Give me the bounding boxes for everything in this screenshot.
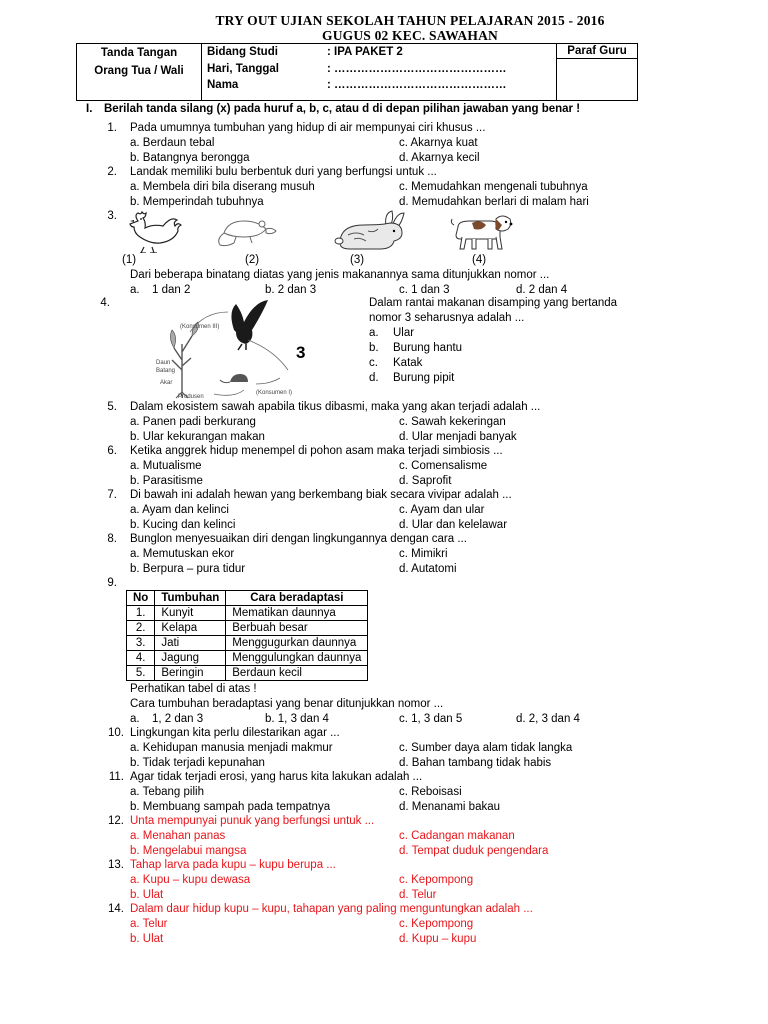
option-c[interactable]: Katak <box>393 357 423 369</box>
option-c[interactable]: c. Sumber daya alam tidak langka <box>399 741 573 754</box>
konsumen1-label: (Konsumen I) <box>256 390 293 396</box>
exam-subtitle: GUGUS 02 KEC. SAWAHAN <box>322 28 498 43</box>
question-text-line1: Dalam rantai makanan disamping yang bertanda <box>369 297 618 309</box>
question-8: 8. Bunglon menyesuaikan diri dengan lingkungannya dengan cara ... a. Memutuskan ekor c. Mimikri b. Berpura – pura tidur d. Autatomi <box>107 533 467 575</box>
option-b[interactable]: b. Batangnya berongga <box>130 151 250 164</box>
option-a[interactable]: a. Kehidupan manusia menjadi makmur <box>130 741 333 754</box>
option-d[interactable]: d. Ular menjadi banyak <box>399 430 517 443</box>
question-4: 4. (Konsumen III) Daun Batang Akar Produsen (Konsumen I) 3 Dalam rantai makanan disamping yang bertanda nomor 3 seharusnya adalah ... a. Ular b. Burung hantu c. Katak d. Burung pipit <box>100 297 618 400</box>
animal-label-3: (3) <box>350 254 365 266</box>
option-a-letter[interactable]: a. <box>130 284 140 296</box>
option-c[interactable]: c. Kepompong <box>399 917 474 930</box>
animal-label-1: (1) <box>122 254 137 266</box>
option-b[interactable]: b. 1, 3 dan 4 <box>265 712 329 725</box>
option-b[interactable]: Burung hantu <box>393 342 463 354</box>
option-a[interactable]: 1, 2 dan 3 <box>152 712 204 725</box>
option-a[interactable]: a. Panen padi berkurang <box>130 415 256 428</box>
food-chain-diagram <box>130 300 320 400</box>
option-b[interactable]: b. Mengelabui mangsa <box>130 844 247 857</box>
option-d[interactable]: d. Bahan tambang tidak habis <box>399 756 552 769</box>
question-text: Ketika anggrek hidup menempel di pohon asam maka terjadi simbiosis ... <box>130 445 503 457</box>
akar-label: Akar <box>160 380 173 386</box>
section-instruction <box>86 103 580 115</box>
option-c[interactable]: c. Comensalisme <box>399 459 488 472</box>
option-c[interactable]: c. Akarnya kuat <box>399 136 478 149</box>
question-7: 7. Di bawah ini adalah hewan yang berkembang biak secara vivipar adalah ... a. Ayam dan kelinci c. Ayam dan ular b. Kucing dan kelinci d. Ular dan kelelawar <box>107 489 512 531</box>
table-row: 2. Kelapa Berbuah besar <box>127 621 368 636</box>
question-text: Lingkungan kita perlu dilestarikan agar ... <box>130 727 340 739</box>
option-b-letter[interactable]: b. <box>369 342 379 354</box>
option-d[interactable]: Burung pipit <box>393 372 455 384</box>
option-b[interactable]: b. Ulat <box>130 888 164 901</box>
subject-row: Bidang Studi : IPA PAKET 2 <box>202 44 556 61</box>
table-row: 5. Beringin Berdaun kecil <box>127 666 368 681</box>
option-b[interactable]: b. Parasitisme <box>130 474 203 487</box>
date-row: Hari, Tanggal : ……………………………………… <box>202 61 556 78</box>
option-d[interactable]: d. 2, 3 dan 4 <box>516 712 580 725</box>
name-field[interactable]: : ……………………………………… <box>327 79 507 91</box>
option-b[interactable]: b. Membuang sampah pada tempatnya <box>130 800 331 813</box>
question-1: 1. Pada umumnya tumbuhan yang hidup di air mempunyai ciri khusus ... a. Berdaun tebal c. Akarnya kuat b. Batangnya berongga d. Akarnya kecil <box>107 122 486 164</box>
option-b[interactable]: b. Berpura – pura tidur <box>130 562 246 575</box>
question-9: 9. <box>107 577 117 589</box>
question-9-text <box>0 682 768 727</box>
option-d-letter[interactable]: d. <box>369 372 379 384</box>
question-text: Unta mempunyai punuk yang berfungsi untuk ... <box>130 815 375 827</box>
option-a[interactable]: a. Berdaun tebal <box>130 136 215 149</box>
rooster-image <box>120 211 182 253</box>
instruction-text: Berilah tanda silang (x) pada huruf a, b, c, atau d di depan pilihan jawaban yang benar ! <box>104 103 581 115</box>
section-number: I. <box>86 103 93 115</box>
col-header-no: No <box>127 591 155 606</box>
rat-image <box>216 213 282 249</box>
animal-label-4: (4) <box>472 254 487 266</box>
option-c[interactable]: c. Cadangan makanan <box>399 829 515 842</box>
question-text: Pada umumnya tumbuhan yang hidup di air mempunyai ciri khusus ... <box>130 122 486 134</box>
option-d[interactable]: d. 2 dan 4 <box>516 284 568 296</box>
option-a[interactable]: a. Memutuskan ekor <box>130 547 235 560</box>
question-text-line2: nomor 3 seharusnya adalah ... <box>369 312 525 324</box>
option-a[interactable]: a. Membela diri bila diserang musuh <box>130 180 315 193</box>
option-b[interactable]: b. Kucing dan kelinci <box>130 518 236 531</box>
question-text: Dalam ekosistem sawah apabila tikus dibasmi, maka yang akan terjadi adalah ... <box>130 401 541 413</box>
table-row: 3. Jati Menggugurkan daunnya <box>127 636 368 651</box>
exam-title: TRY OUT UJIAN SEKOLAH TAHUN PELAJARAN 2015 - 2016 <box>215 13 605 28</box>
parent-label: Orang Tua / Wali <box>94 65 184 77</box>
question-text: Dalam daur hidup kupu – kupu, tahapan yang paling menguntungkan adalah ... <box>130 903 533 915</box>
option-c-letter[interactable]: c. <box>369 357 378 369</box>
option-d[interactable]: d. Tempat duduk pengendara <box>399 844 549 857</box>
option-b[interactable]: b. 2 dan 3 <box>265 284 317 296</box>
option-a[interactable]: Ular <box>393 327 415 339</box>
question-text: Tahap larva pada kupu – kupu berupa ... <box>130 859 336 871</box>
option-d[interactable]: d. Saprofit <box>399 474 452 487</box>
option-a-letter[interactable]: a. <box>369 327 379 339</box>
konsumen3-label: (Konsumen III) <box>180 324 220 330</box>
subject-value: : IPA PAKET 2 <box>327 46 403 58</box>
option-c[interactable]: c. Sawah kekeringan <box>399 415 506 428</box>
question-14: 14. Dalam daur hidup kupu – kupu, tahapan yang paling menguntungkan adalah ... a. Telur c. Kepompong b. Ulat d. Kupu – kupu <box>108 903 533 945</box>
option-c[interactable]: c. Mimikri <box>399 547 448 560</box>
option-a[interactable]: a. Telur <box>130 917 168 930</box>
option-a[interactable]: 1 dan 2 <box>152 284 191 296</box>
teacher-initial-cell <box>557 44 638 101</box>
option-d[interactable]: d. Ular dan kelelawar <box>399 518 508 531</box>
daun-label: Daun <box>156 360 171 366</box>
table-row: 4. Jagung Menggulungkan daunnya <box>127 651 368 666</box>
unknown-consumer-number: 3 <box>296 343 306 362</box>
question-text-line1: Perhatikan tabel di atas ! <box>130 683 257 695</box>
question-6: 6. Ketika anggrek hidup menempel di pohon asam maka terjadi simbiosis ... a. Mutualisme c. Comensalisme b. Parasitisme d. Saprofit <box>107 445 503 487</box>
animal-label-2: (2) <box>245 254 260 266</box>
identity-fields <box>202 44 557 101</box>
dog-image <box>448 213 514 253</box>
option-c[interactable]: c. 1, 3 dan 5 <box>399 712 463 725</box>
date-field[interactable]: : ……………………………………… <box>327 62 507 75</box>
question-10: 10. Lingkungan kita perlu dilestarikan agar ... a. Kehidupan manusia menjadi makmur c. Sumber daya alam tidak langka b. Tidak terjadi kepunahan d. Bahan tambang tidak habis <box>108 727 573 769</box>
question-text-line2: Cara tumbuhan beradaptasi yang benar ditunjukkan nomor ... <box>130 697 444 710</box>
option-d[interactable]: d. Autatomi <box>399 562 457 575</box>
option-a[interactable]: a. Tebang pilih <box>130 785 204 798</box>
signature-label: Tanda Tangan <box>100 47 178 59</box>
option-c[interactable]: c. Memudahkan mengenali tubuhnya <box>399 180 588 193</box>
option-a[interactable]: a. Ayam dan kelinci <box>130 503 229 516</box>
option-b[interactable]: b. Memperindah tubuhnya <box>130 195 264 208</box>
option-c[interactable]: c. Reboisasi <box>399 785 462 798</box>
option-d[interactable]: d. Kupu – kupu <box>399 932 477 945</box>
option-a-letter[interactable]: a. <box>130 712 140 725</box>
option-c[interactable]: c. 1 dan 3 <box>399 284 450 296</box>
name-row: Nama : ……………………………………… <box>202 77 556 94</box>
option-b[interactable]: b. Ulat <box>130 932 164 945</box>
question-2: 2. Landak memiliki bulu berbentuk duri yang berfungsi untuk ... a. Membela diri bila diserang musuh c. Memudahkan mengenali tubuhnya b. Memperindah tubuhnya d. Memudahkan berlari di malam hari <box>107 166 589 208</box>
adaptation-table <box>126 590 368 681</box>
option-a[interactable]: a. Mutualisme <box>130 459 202 472</box>
question-5: 5. Dalam ekosistem sawah apabila tikus dibasmi, maka yang akan terjadi adalah ... a. Panen padi berkurang c. Sawah kekeringan b. Ular kekurangan makan d. Ular menjadi banyak <box>107 401 541 443</box>
question-text: Di bawah ini adalah hewan yang berkembang biak secara vivipar adalah ... <box>130 489 512 501</box>
option-d[interactable]: d. Telur <box>399 888 437 901</box>
option-c[interactable]: c. Ayam dan ular <box>399 503 485 516</box>
table-row: 1. Kunyit Mematikan daunnya <box>127 606 368 621</box>
question-13: 13. Tahap larva pada kupu – kupu berupa ... a. Kupu – kupu dewasa c. Kepompong b. Ulat d. Telur <box>108 859 474 901</box>
question-text: Agar tidak terjadi erosi, yang harus kita lakukan adalah ... <box>130 771 423 783</box>
option-d[interactable]: d. Memudahkan berlari di malam hari <box>399 195 589 208</box>
question-text: Landak memiliki bulu berbentuk duri yang berfungsi untuk ... <box>130 166 437 178</box>
teacher-initial-label: Paraf Guru <box>557 44 637 59</box>
question-text: Dari beberapa binatang diatas yang jenis makanannya sama ditunjukkan nomor ... <box>130 269 550 281</box>
question-11: 11. Agar tidak terjadi erosi, yang harus kita lakukan adalah ... a. Tebang pilih c. Reboisasi b. Membuang sampah pada tempatnya d. Menanami bakau <box>108 771 501 813</box>
rabbit-image <box>334 209 408 253</box>
col-header-adaptation: Cara beradaptasi <box>226 591 368 606</box>
option-b[interactable]: b. Tidak terjadi kepunahan <box>130 756 265 769</box>
parent-signature-cell <box>77 44 202 101</box>
col-header-plant: Tumbuhan <box>155 591 226 606</box>
option-c[interactable]: c. Kepompong <box>399 873 474 886</box>
option-b[interactable]: b. Ular kekurangan makan <box>130 430 265 443</box>
question-text: Bunglon menyesuaikan diri dengan lingkungannya dengan cara ... <box>130 533 467 545</box>
produsen-label: Produsen <box>178 394 204 400</box>
identity-table <box>76 43 638 101</box>
option-a[interactable]: a. Kupu – kupu dewasa <box>130 873 251 886</box>
batang-label: Batang <box>156 368 176 374</box>
option-d[interactable]: d. Akarnya kecil <box>399 151 480 164</box>
option-d[interactable]: d. Menanami bakau <box>399 800 501 813</box>
question-3: 3. (1) (2) (3) (4) Dari beberapa binatang diatas yang jenis makanannya sama ditunjukkan nomor ... a. 1 dan 2 b. 2 dan 3 c. 1 dan 3 d. 2 dan 4 <box>107 210 568 296</box>
option-a[interactable]: a. Menahan panas <box>130 829 226 842</box>
question-12: 12. Unta mempunyai punuk yang berfungsi untuk ... a. Menahan panas c. Cadangan makanan b. Mengelabui mangsa d. Tempat duduk pengendara <box>108 815 549 857</box>
